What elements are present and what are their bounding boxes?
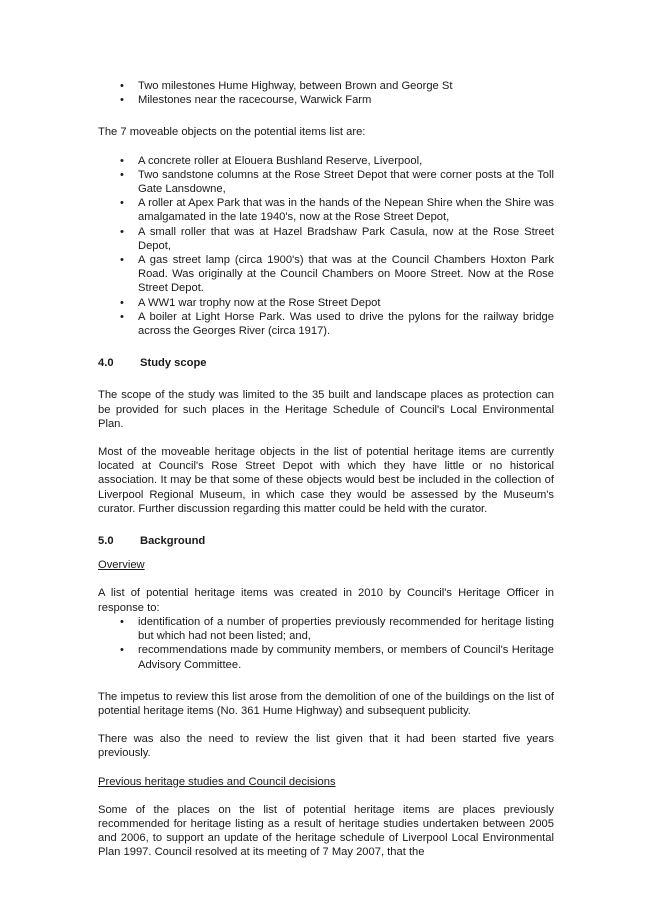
- study-scope-paragraph: The scope of the study was limited to the 35 built and landscape places as protection can be provided for such places in the Heritage Schedule of Council's Local Environmental Plan.: [98, 389, 554, 430]
- impetus-paragraph: The impetus to review this list arose from the demolition of one of the buildings on the list of potential heritage items (No. 361 Hume Highway) and subsequent publicity.: [98, 690, 554, 717]
- moveable-intro: The 7 moveable objects on the potential items list are:: [98, 126, 366, 139]
- section-heading-background: [98, 534, 554, 548]
- overview-paragraph: A list of potential heritage items was created in 2010 by Council's Heritage Officer in response to:: [98, 587, 554, 614]
- list-item: • Milestones near the racecourse, Warwick Farm: [116, 93, 554, 107]
- section-title: Background: [140, 535, 206, 548]
- list-item: • identification of a number of properties previously recommended for heritage listing but which had not been listed; and,: [116, 615, 554, 643]
- need-paragraph: There was also the need to review the list given that it had been started five years previously.: [98, 733, 554, 760]
- section-title: Study scope: [140, 357, 207, 370]
- section-number: 5.0: [98, 535, 114, 548]
- list-item: • A WW1 war trophy now at the Rose Street Depot: [116, 296, 554, 310]
- previous-studies-paragraph: Some of the places on the list of potential heritage items are places previously recommended for heritage listing as a result of heritage studies undertaken between 2005 and 2006, to support an update of the heritage schedule of Liverpool Local Environmental Plan 1997. Council resolved at its meeting of 7 May 2007, that the: [98, 803, 554, 859]
- section-number: 4.0: [98, 357, 114, 370]
- moveable-objects-paragraph: Most of the moveable heritage objects in the list of potential heritage items are currently located at Council's Rose Street Depot with which they have little or no historical association. It may be that some of these objects would best be included in the collection of Liverpool Regional Museum, in which case they would be assessed by the Museum's curator. Further discussion regarding this matter could be held with the curator.: [98, 446, 554, 515]
- document-page: [98, 79, 554, 860]
- list-item: • A boiler at Light Horse Park. Was used to drive the pylons for the railway bridge across the Georges River (circa 1917).: [116, 310, 554, 338]
- list-item: • A small roller that was at Hazel Bradshaw Park Casula, now at the Rose Street Depot,: [116, 225, 554, 253]
- overview-subheading: Overview: [98, 559, 145, 572]
- section-heading-study-scope: [98, 356, 554, 370]
- moveable-objects-list: [116, 154, 554, 339]
- milestones-list: [116, 79, 554, 107]
- list-item: • Two milestones Hume Highway, between Brown and George St: [116, 79, 554, 93]
- previous-studies-subheading: Previous heritage studies and Council decisions: [98, 775, 336, 788]
- list-item: • A gas street lamp (circa 1900's) that was at the Council Chambers Hoxton Park Road. Was originally at the Council Chambers on Moore Street. Now at the Rose Street Depot.: [116, 253, 554, 296]
- list-item: • A concrete roller at Elouera Bushland Reserve, Liverpool,: [116, 154, 554, 168]
- list-item: • recommendations made by community members, or members of Council's Heritage Advisory Committee.: [116, 643, 554, 671]
- overview-list: [116, 615, 554, 672]
- list-item: • A roller at Apex Park that was in the hands of the Nepean Shire when the Shire was amalgamated in the late 1940's, now at the Rose Street Depot,: [116, 196, 554, 224]
- list-item: • Two sandstone columns at the Rose Street Depot that were corner posts at the Toll Gate Lansdowne,: [116, 168, 554, 196]
